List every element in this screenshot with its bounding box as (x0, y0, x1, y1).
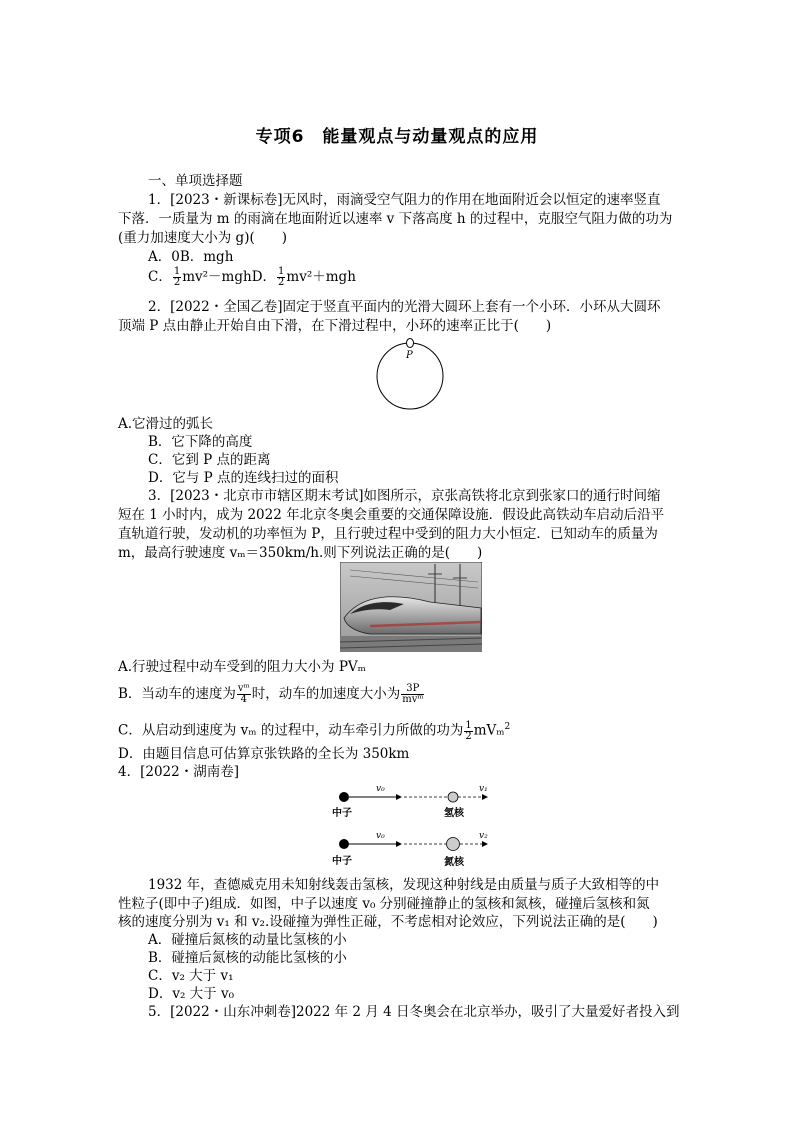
nitrogen-ball (447, 838, 460, 851)
collision-row-nitrogen (332, 831, 488, 868)
q2-line-2: 顶端 P 点由静止开始自由下滑，在下滑过程中，小环的速率正比于( ) (118, 318, 552, 334)
v0-label-1: v₀ (376, 784, 385, 794)
q3-option-c-end: mVₘ (473, 722, 505, 739)
q2-option-a: A.它滑过的弧长 (118, 416, 214, 432)
neutron-label-1: 中子 (332, 808, 352, 819)
circle-ring-figure (370, 336, 450, 412)
q4-option-d: D．v₂ 大于 v₀ (148, 986, 234, 1002)
q3-option-c-prefix: C．从启动到速度为 vₘ 的过程中，动车牵引力所做的功为 (118, 722, 464, 739)
q1-line-1: 1．[2023・新课标卷]无风时，雨滴受空气阻力的作用在地面附近会以恒定的速率竖直 (148, 192, 661, 208)
q2-option-c: C．它到 P 点的距离 (148, 452, 271, 468)
q1-fraction-half-2 (277, 267, 285, 288)
q3-line-4: m，最高行驶速度 vₘ＝350km/h.则下列说法正确的是( ) (118, 545, 483, 561)
q1-fraction-half (173, 267, 181, 288)
q1-option-c-prefix: C． (148, 269, 172, 285)
q4-line-4: 核的速度分别为 v₁ 和 v₂.设碰撞为弹性正碰，不考虑相对论效应，下列说法正确的是( ) (118, 914, 658, 930)
hydrogen-ball (448, 792, 458, 802)
q3-accel-num: 3P (401, 684, 424, 695)
q3-line-1: 3．[2023・北京市市辖区期末考试]如图所示，京张高铁将北京到张家口的通行时间缩 (148, 488, 661, 504)
hydrogen-label: 氢核 (444, 808, 464, 819)
neutron-label-2: 中子 (332, 856, 352, 867)
q3-option-a: A.行驶过程中动车受到的阻力大小为 PVₘ (118, 659, 366, 675)
q3-line-3: 直轨道行驶，发动机的功率恒为 P，且行驶过程中受到的阻力大小恒定．已知动车的质量为 (118, 526, 658, 542)
page-title: 专项6 能量观点与动量观点的应用 (255, 127, 539, 147)
q3-option-c (118, 718, 510, 742)
point-p-label: P (406, 350, 413, 361)
nitrogen-label: 氮核 (444, 857, 464, 868)
q1-half-num: 1 (173, 266, 181, 277)
neutron-ball-1 (339, 792, 349, 802)
q2-option-b: B．它下降的高度 (148, 434, 253, 450)
q3-half-fraction (464, 721, 472, 742)
q1-option-a-b: A．0B．mgh (148, 249, 234, 265)
small-ring (407, 339, 414, 348)
q3-option-b-prefix: B．当动车的速度为 (118, 686, 236, 702)
q3-accel-fraction (401, 684, 424, 705)
q5-line-1: 5．[2022・山东冲刺卷]2022 年 2 月 4 日冬奥会在北京举办，吸引了大量爱好者投入到 (148, 1004, 680, 1020)
q2-line-1: 2．[2022・全国乙卷]固定于竖直平面内的光滑大圆环上套有一个小环．小环从大圆环 (148, 299, 661, 315)
q1-option-c-d (148, 267, 356, 288)
q3-speed-fraction (237, 684, 251, 705)
section-heading: 一、单项选择题 (148, 173, 243, 189)
q2-option-d: D．它与 P 点的连线扫过的面积 (148, 470, 339, 486)
q3-half-num: 1 (465, 719, 472, 731)
q4-option-b: B．碰撞后氮核的动能比氢核的小 (148, 950, 347, 966)
q1-half-den-2: 2 (278, 277, 285, 288)
q1-line-3: (重力加速度大小为 g)( ) (118, 230, 288, 246)
q4-option-a: A．碰撞后氮核的动量比氢核的小 (148, 932, 347, 948)
q4-line-3: 性粒子(即中子)组成．如图，中子以速度 v₀ 分别碰撞静止的氢核和氮核，碰撞后氢核和氮 (118, 896, 650, 912)
q3-option-c-sup: 2 (504, 722, 511, 732)
q3-option-b-mid: 时，动车的加速度大小为 (251, 686, 401, 702)
q1-option-c-text: mv²－mghD． (182, 269, 277, 285)
q1-line-2: 下落．一质量为 m 的雨滴在地面附近以速率 v 下落高度 h 的过程中，克服空气阻力做的功为 (118, 211, 673, 227)
collision-row-hydrogen (332, 784, 488, 819)
high-speed-train-photo (340, 562, 482, 652)
q3-option-d: D．由题目信息可估算京张铁路的全长为 350km (118, 746, 410, 762)
q1-option-d-text: mv²＋mgh (286, 269, 356, 285)
q4-line-2: 1932 年，查德威克用未知射线轰击氢核，发现这种射线是由质量与质子大致相等的中 (148, 877, 660, 893)
q3-speed-num: vᵐ (237, 683, 250, 694)
v0-label-2: v₀ (376, 831, 385, 841)
q3-speed-den: 4 (240, 694, 247, 705)
q1-half-num-2: 1 (278, 266, 285, 277)
q4-option-c: C．v₂ 大于 v₁ (148, 968, 234, 984)
q1-half-den: 2 (173, 277, 181, 288)
q3-half-den: 2 (465, 730, 472, 742)
q4-line-1: 4．[2022・湖南卷] (118, 764, 239, 780)
q3-accel-den: mvᵐ (402, 694, 424, 705)
q3-option-b (118, 684, 425, 705)
v2-label: v₂ (479, 831, 488, 841)
collision-diagram (326, 780, 492, 872)
neutron-ball-2 (339, 839, 349, 849)
v1-label: v₁ (479, 784, 488, 794)
q3-line-2: 短在 1 小时内，成为 2022 年北京冬奥会重要的交通保障设施．假设此高铁动车启动后沿平 (118, 507, 665, 523)
